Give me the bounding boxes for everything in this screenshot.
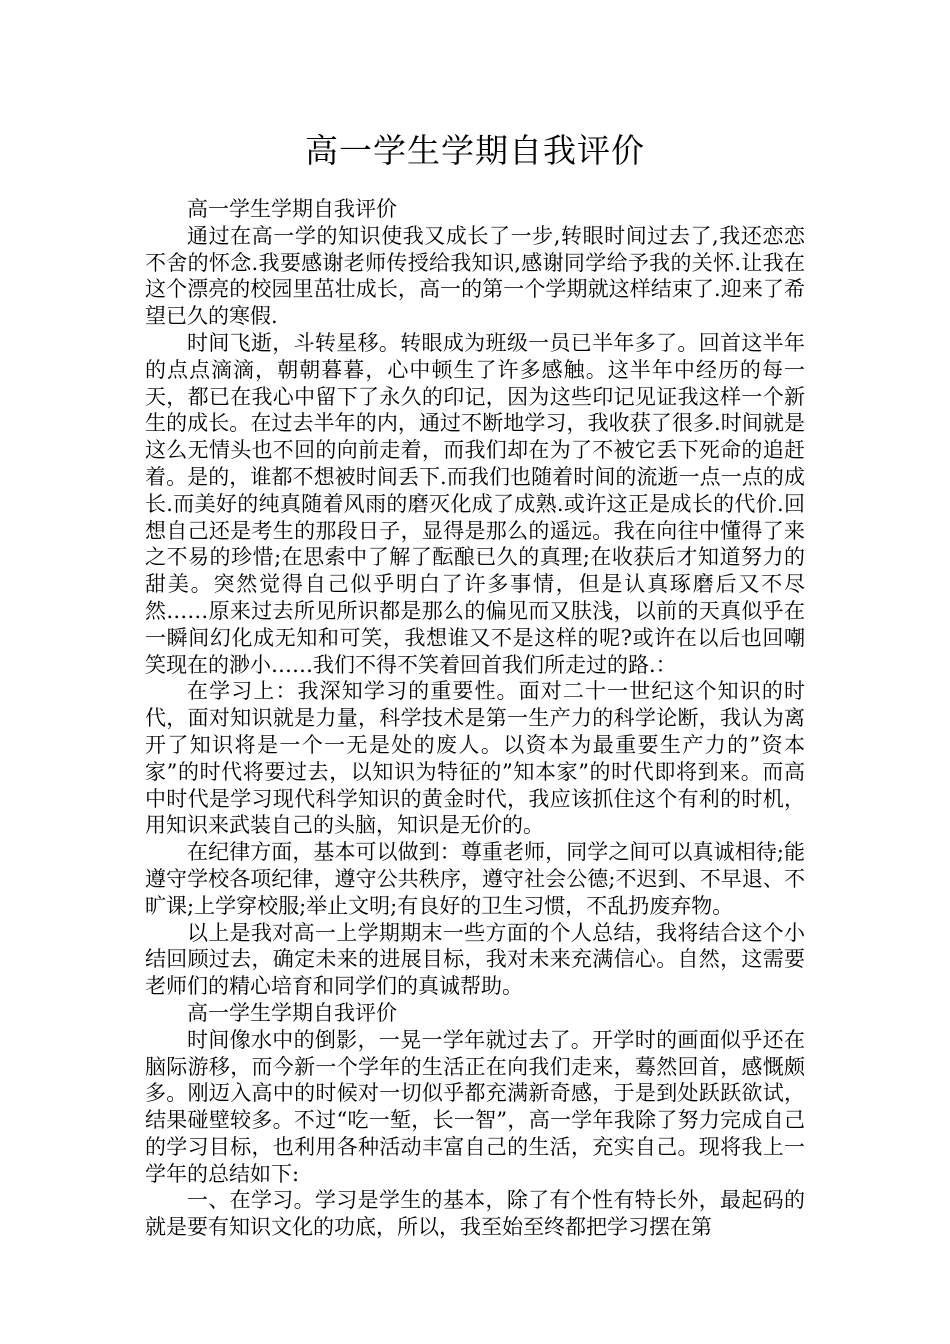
document-body (145, 196, 805, 1241)
paragraph: 通过在高一学的知识使我又成长了一步,转眼时间过去了,我还恋恋不舍的怀念.我要感谢老师传授给我知识,感谢同学给予我的关怀.让我在这个漂亮的校园里茁壮成长，高一的第一个学期就这样结束了.迎来了希望已久的寒假. (145, 223, 805, 329)
paragraph: 以上是我对高一上学期期末一些方面的个人总结，我将结合这个小结回顾过去，确定未来的进展目标，我对未来充满信心。自然，这需要老师们的精心培育和同学们的真诚帮助。 (145, 920, 805, 999)
paragraph-subtitle-1: 高一学生学期自我评价 (187, 197, 397, 221)
document-title: 高一学生学期自我评价 (305, 131, 645, 170)
paragraph: 在学习上：我深知学习的重要性。面对二十一世纪这个知识的时代，面对知识就是力量，科学技术是第一生产力的科学论断，我认为离开了知识将是一个一无是处的废人。以资本为最重要生产力的”资本家”的时代将要过去，以知识为特征的”知本家”的时代即将到来。而高中时代是学习现代科学知识的黄金时代，我应该抓住这个有利的时机，用知识来武装自己的头脑，知识是无价的。 (145, 679, 805, 838)
paragraph: 时间飞逝，斗转星移。转眼成为班级一员已半年多了。回首这半年的点点滴滴，朝朝暮暮，心中顿生了许多感触。这半年中经历的每一天，都已在我心中留下了永久的印记，因为这些印记见证我这样一个新生的成长。在过去半年的内，通过不断地学习，我收获了很多.时间就是这么无情头也不回的向前走着，而我们却在为了不被它丢下死命的追赶着。是的，谁都不想被时间丢下.而我们也随着时间的流逝一点一点的成长.而美好的纯真随着风雨的磨灭化成了成熟.或许这正是成长的代价.回想自己还是考生的那段日子，显得是那么的遥远。我在向往中懂得了来之不易的珍惜;在思索中了解了酝酿已久的真理;在收获后才知道努力的甜美。突然觉得自己似乎明白了许多事情，但是认真琢磨后又不尽然……原来过去所见所识都是那么的偏见而又肤浅，以前的天真似乎在一瞬间幻化成无知和可笑，我想谁又不是这样的呢?或许在以后也回嘲笑现在的渺小……我们不得不笑着回首我们所走过的路.： (145, 330, 805, 677)
paragraph: 一、在学习。学习是学生的基本，除了有个性有特长外，最起码的就是要有知识文化的功底，所以，我至始至终都把学习摆在第 (145, 1188, 805, 1240)
paragraph-subtitle-2: 高一学生学期自我评价 (187, 1000, 397, 1025)
paragraph: 在纪律方面，基本可以做到：尊重老师，同学之间可以真诚相待;能遵守学校各项纪律，遵守公共秩序，遵守社会公德;不迟到、不早退、不旷课;上学穿校服;举止文明;有良好的卫生习惯，不乱扔废弃物。 (145, 840, 805, 918)
paragraph: 时间像水中的倒影，一晃一学年就过去了。开学时的画面似乎还在脑际游移，而今新一个学年的生活正在向我们走来，蓦然回首，感慨颇多。刚迈入高中的时候对一切似乎都充满新奇感，于是到处跃跃欲试，结果碰壁较多。不过“吃一堑，长一智”，高一学年我除了努力完成自己的学习目标，也利用各种活动丰富自己的生活，充实自己。现将我上一学年的总结如下: (145, 1027, 805, 1186)
